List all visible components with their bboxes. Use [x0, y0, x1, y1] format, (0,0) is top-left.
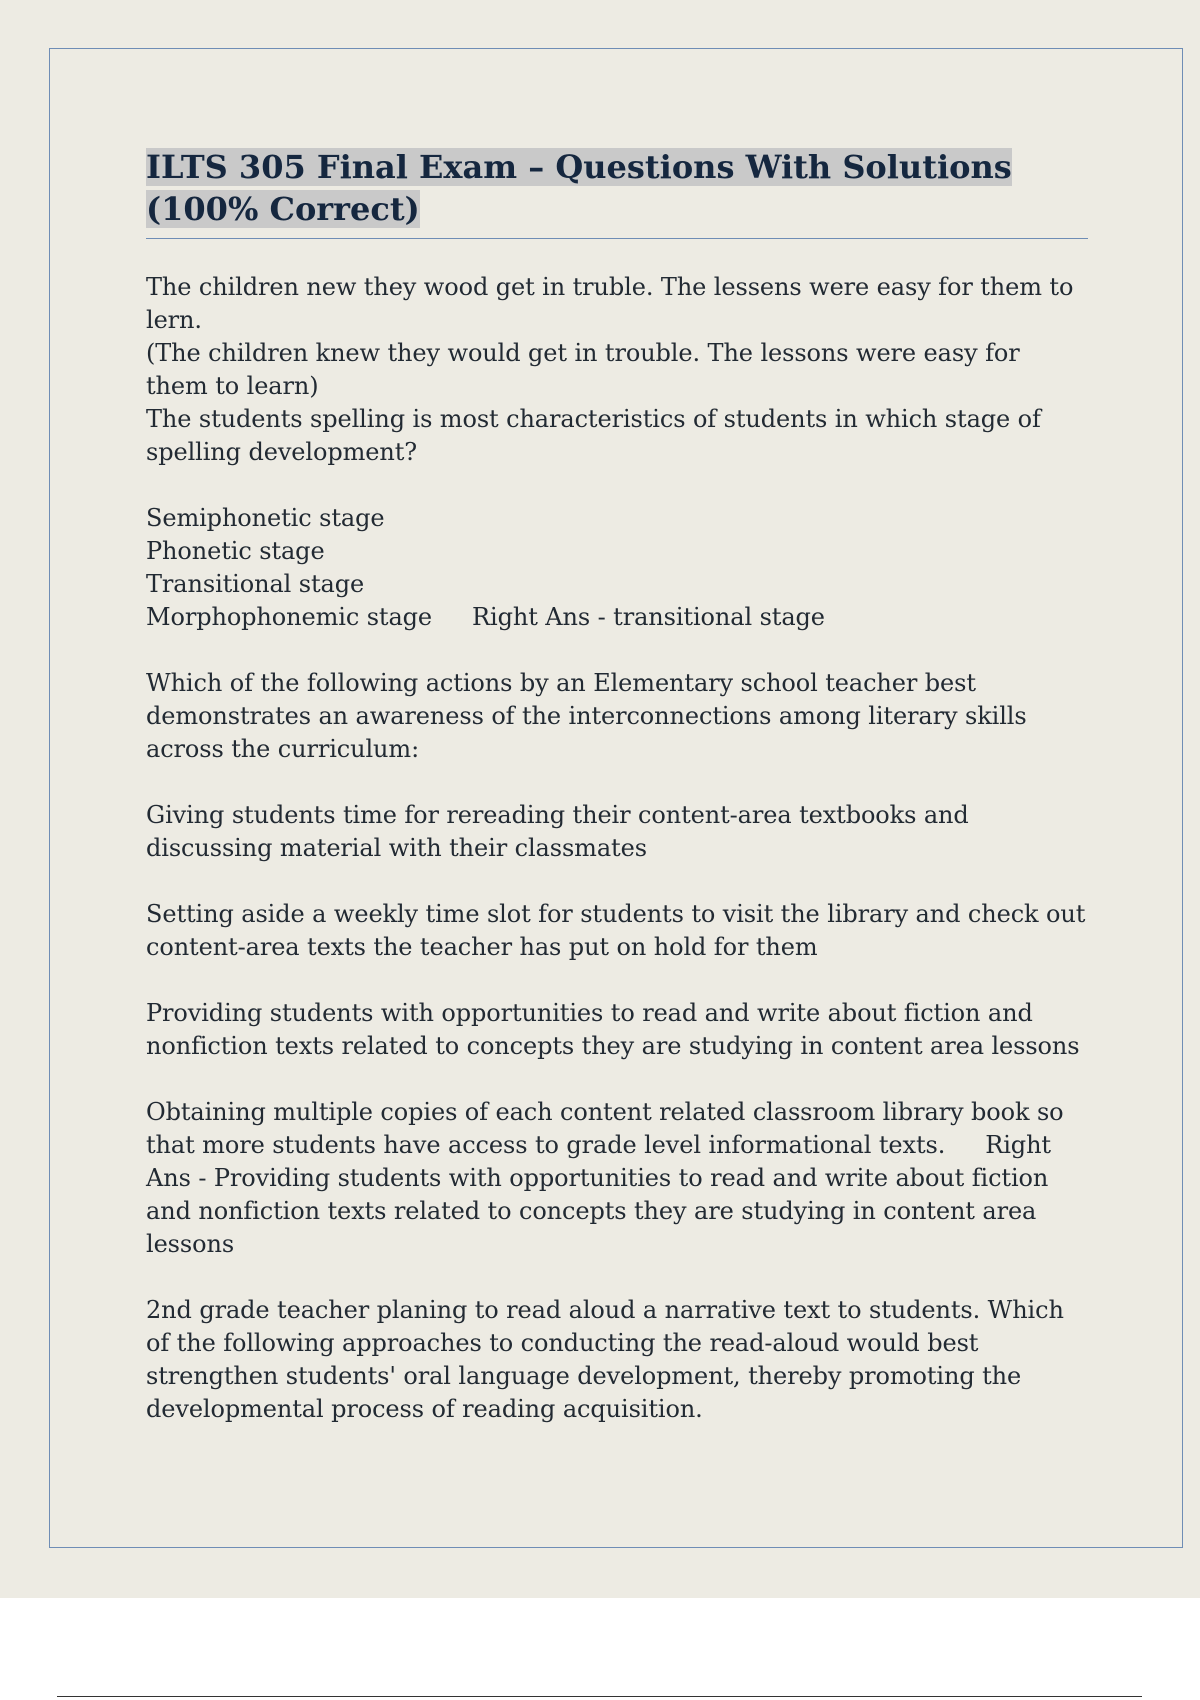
document-title	[146, 146, 1088, 230]
document-body	[146, 271, 1088, 1426]
q2-option: Providing students with opportunities to read and write about fiction and nonfiction texts related to concepts they are studying in content area lessons	[146, 999, 1080, 1060]
q2-option: Setting aside a weekly time slot for students to visit the library and check out content-area texts the teacher has put on hold for them	[146, 900, 1086, 961]
q1-option: Phonetic stage	[146, 537, 325, 565]
page-footer-rule	[57, 1696, 1142, 1697]
q1-question: The students spelling is most characteristics of students in which stage of spelling development?	[146, 405, 1041, 466]
q1-answer: Right Ans - transitional stage	[472, 603, 825, 631]
q1-sample-sentence: The children new they wood get in truble. The lessens were easy for them to lern.	[146, 273, 1074, 334]
q1-corrected-sentence: (The children knew they would get in trouble. The lessons were easy for them to learn)	[146, 339, 1020, 400]
q2-option: Giving students time for rereading their content-area textbooks and discussing material with their classmates	[146, 801, 969, 862]
q1-option: Transitional stage	[146, 570, 365, 598]
q2-question: Which of the following actions by an Elementary school teacher best demonstrates an awareness of the interconnections among literary skills across the curriculum:	[146, 669, 1027, 763]
title-highlight: ILTS 305 Final Exam – Questions With Solutions (100% Correct)	[146, 148, 1012, 228]
document-content	[146, 146, 1088, 1426]
q1-option-with-answer	[146, 601, 1088, 634]
q2-answer: Right Ans - Providing students with opportunities to read and write about fiction and nonfiction texts related to concepts they are studying in content area lessons	[146, 1131, 1051, 1258]
title-underline	[146, 238, 1088, 239]
q1-option: Semiphonetic stage	[146, 504, 385, 532]
q2-option: Obtaining multiple copies of each content related classroom library book so that more students have access to grade level informational texts.	[146, 1098, 1064, 1159]
q3-question: 2nd grade teacher planing to read aloud a narrative text to students. Which of the following approaches to conducting the read-aloud would best strengthen students' oral language development, thereby promoting the developmental process of reading acquisition.	[146, 1296, 1064, 1423]
q1-option: Morphophonemic stage	[146, 603, 433, 631]
q2-option-with-answer	[146, 1096, 1088, 1261]
